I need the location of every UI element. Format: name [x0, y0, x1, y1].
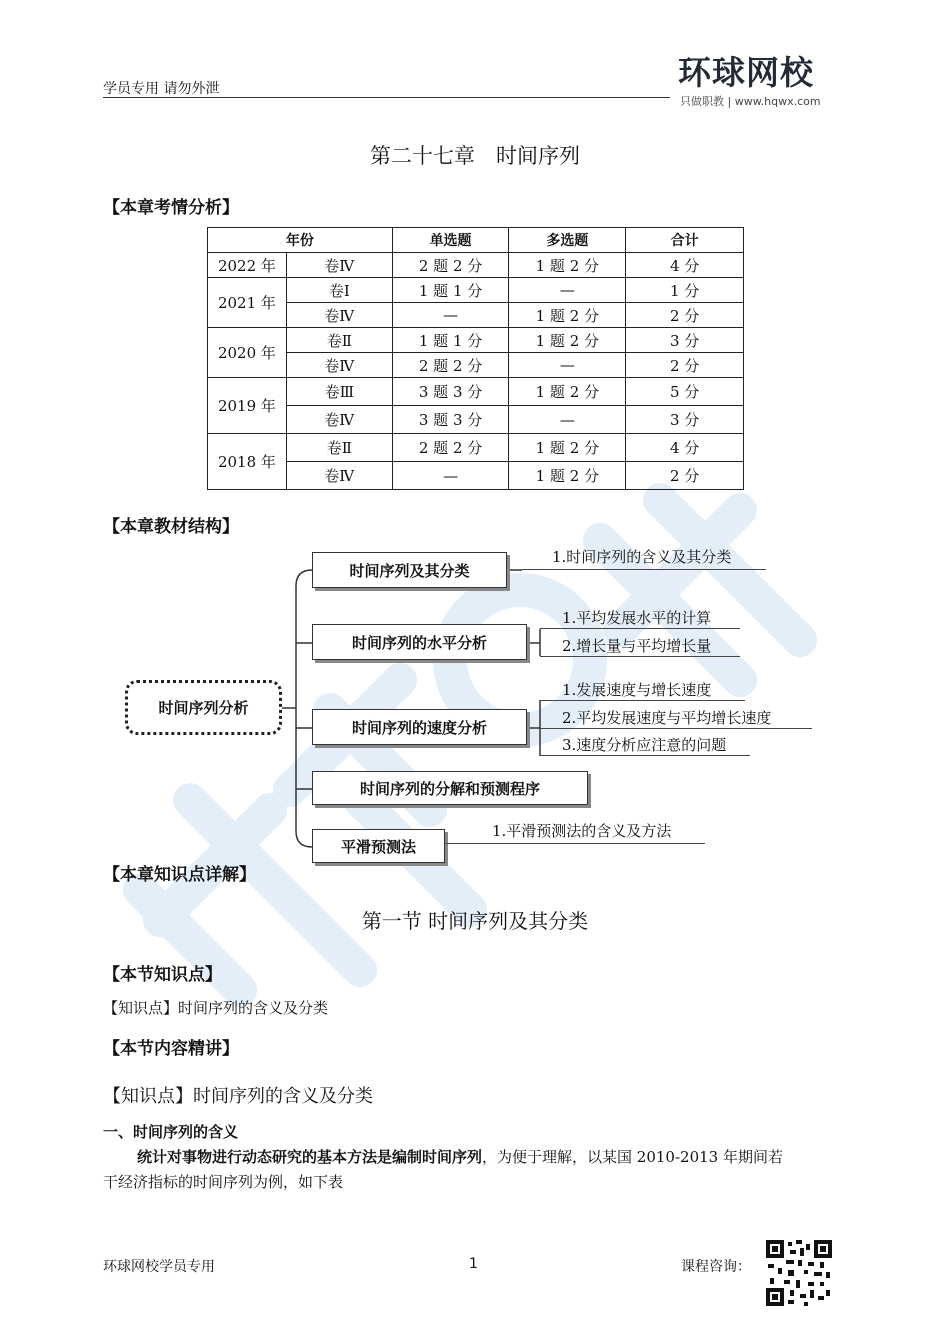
total-cell: 1 分	[626, 278, 744, 303]
header-single: 单选题	[392, 228, 509, 253]
multi-cell: —	[509, 406, 626, 434]
logo-wordmark: 环球网校	[678, 53, 814, 92]
total-cell: 2 分	[626, 462, 744, 490]
mindmap-leaf-underline	[540, 700, 745, 701]
total-cell: 4 分	[626, 434, 744, 462]
paper-cell: 卷Ⅲ	[286, 378, 392, 406]
multi-cell: —	[509, 353, 626, 378]
year-cell: 2019 年	[208, 378, 287, 434]
single-cell: 1 题 1 分	[392, 328, 509, 353]
multi-cell: 1 题 2 分	[509, 253, 626, 278]
paper-cell: 卷Ⅳ	[286, 462, 392, 490]
knowledge-point-title: 【知识点】时间序列的含义及分类	[103, 1086, 373, 1107]
year-cell: 2022 年	[208, 253, 287, 278]
paper-cell: 卷Ⅳ	[286, 353, 392, 378]
multi-cell: —	[509, 278, 626, 303]
structure-label: 【本章教材结构】	[103, 517, 239, 537]
mindmap-leaf-underline	[540, 755, 750, 756]
multi-cell: 1 题 2 分	[509, 378, 626, 406]
multi-cell: 1 题 2 分	[509, 303, 626, 328]
single-cell: 3 题 3 分	[392, 406, 509, 434]
year-cell: 2020 年	[208, 328, 287, 378]
logo-tagline: 只做职教 | www.hqwx.com	[680, 95, 821, 108]
single-cell: —	[392, 462, 509, 490]
mindmap-leaf-underline	[540, 656, 740, 657]
paper-cell: 卷Ⅱ	[286, 434, 392, 462]
mindmap-root: 时间序列分析	[125, 680, 282, 735]
total-cell: 5 分	[626, 378, 744, 406]
paper-cell: 卷Ⅰ	[286, 278, 392, 303]
single-cell: —	[392, 303, 509, 328]
total-cell: 3 分	[626, 328, 744, 353]
heading-time-series-meaning: 一、时间序列的含义	[103, 1123, 239, 1141]
mindmap-branch-decomposition: 时间序列的分解和预测程序	[312, 771, 588, 805]
knowledge-detail-label: 【本章知识点详解】	[103, 865, 256, 885]
year-cell: 2021 年	[208, 278, 287, 328]
header-year: 年份	[208, 228, 393, 253]
paper-cell: 卷Ⅱ	[286, 328, 392, 353]
section-title: 第一节 时间序列及其分类	[361, 909, 589, 933]
mindmap-leaf-underline	[522, 569, 766, 570]
mindmap-leaf-underline	[540, 628, 740, 629]
total-cell: 3 分	[626, 406, 744, 434]
footer-brand: 环球网校学员专用	[103, 1259, 215, 1275]
mindmap-leaf: 1.平滑预测法的含义及方法	[492, 822, 672, 840]
mindmap-leaf: 2.增长量与平均增长量	[562, 637, 712, 655]
page-number: 1	[469, 1256, 478, 1272]
header-total: 合计	[626, 228, 744, 253]
paragraph-line-1	[103, 1145, 848, 1170]
multi-cell: 1 题 2 分	[509, 462, 626, 490]
year-cell: 2018 年	[208, 434, 287, 490]
multi-cell: 1 题 2 分	[509, 434, 626, 462]
mindmap-leaf: 1.平均发展水平的计算	[562, 609, 712, 627]
chapter-title: 第二十七章 时间序列	[370, 144, 580, 168]
header-multi: 多选题	[509, 228, 626, 253]
total-cell: 2 分	[626, 353, 744, 378]
mindmap-branch-classification: 时间序列及其分类	[312, 552, 507, 588]
paragraph-rest: ，为便于理解，以某国 2010-2013 年期间若	[482, 1148, 783, 1166]
single-cell: 2 题 2 分	[392, 353, 509, 378]
multi-cell: 1 题 2 分	[509, 328, 626, 353]
mindmap-leaf-underline	[445, 843, 705, 844]
mindmap-leaf-underline	[540, 728, 812, 729]
section-content-label: 【本节内容精讲】	[103, 1039, 239, 1059]
paragraph-line-2: 干经济指标的时间序列为例，如下表	[103, 1173, 344, 1191]
exam-analysis-label: 【本章考情分析】	[103, 198, 239, 218]
paper-cell: 卷Ⅳ	[286, 303, 392, 328]
single-cell: 2 题 2 分	[392, 434, 509, 462]
single-cell: 2 题 2 分	[392, 253, 509, 278]
mindmap-leaf: 1.发展速度与增长速度	[562, 681, 712, 699]
mindmap-leaf: 3.速度分析应注意的问题	[562, 736, 727, 754]
single-cell: 3 题 3 分	[392, 378, 509, 406]
total-cell: 2 分	[626, 303, 744, 328]
mindmap-branch-speed-analysis: 时间序列的速度分析	[312, 709, 527, 745]
mindmap-branch-smoothing: 平滑预测法	[312, 829, 445, 863]
mindmap-leaf: 2.平均发展速度与平均增长速度	[562, 709, 772, 727]
mindmap-branch-level-analysis: 时间序列的水平分析	[312, 624, 527, 660]
header-confidential-note: 学员专用 请勿外泄	[103, 81, 220, 97]
paper-cell: 卷Ⅳ	[286, 406, 392, 434]
paper-cell: 卷Ⅳ	[286, 253, 392, 278]
section-points-label: 【本节知识点】	[103, 965, 222, 985]
total-cell: 4 分	[626, 253, 744, 278]
paragraph-bold: 统计对事物进行动态研究的基本方法是编制时间序列	[137, 1148, 483, 1166]
mindmap-leaf: 1.时间序列的含义及其分类	[552, 548, 732, 566]
single-cell: 1 题 1 分	[392, 278, 509, 303]
section-points-item: 【知识点】时间序列的含义及分类	[103, 999, 329, 1017]
qr-code-icon[interactable]	[766, 1240, 832, 1306]
paragraph-intro	[103, 1145, 848, 1195]
course-consult-label: 课程咨询：	[681, 1259, 751, 1275]
